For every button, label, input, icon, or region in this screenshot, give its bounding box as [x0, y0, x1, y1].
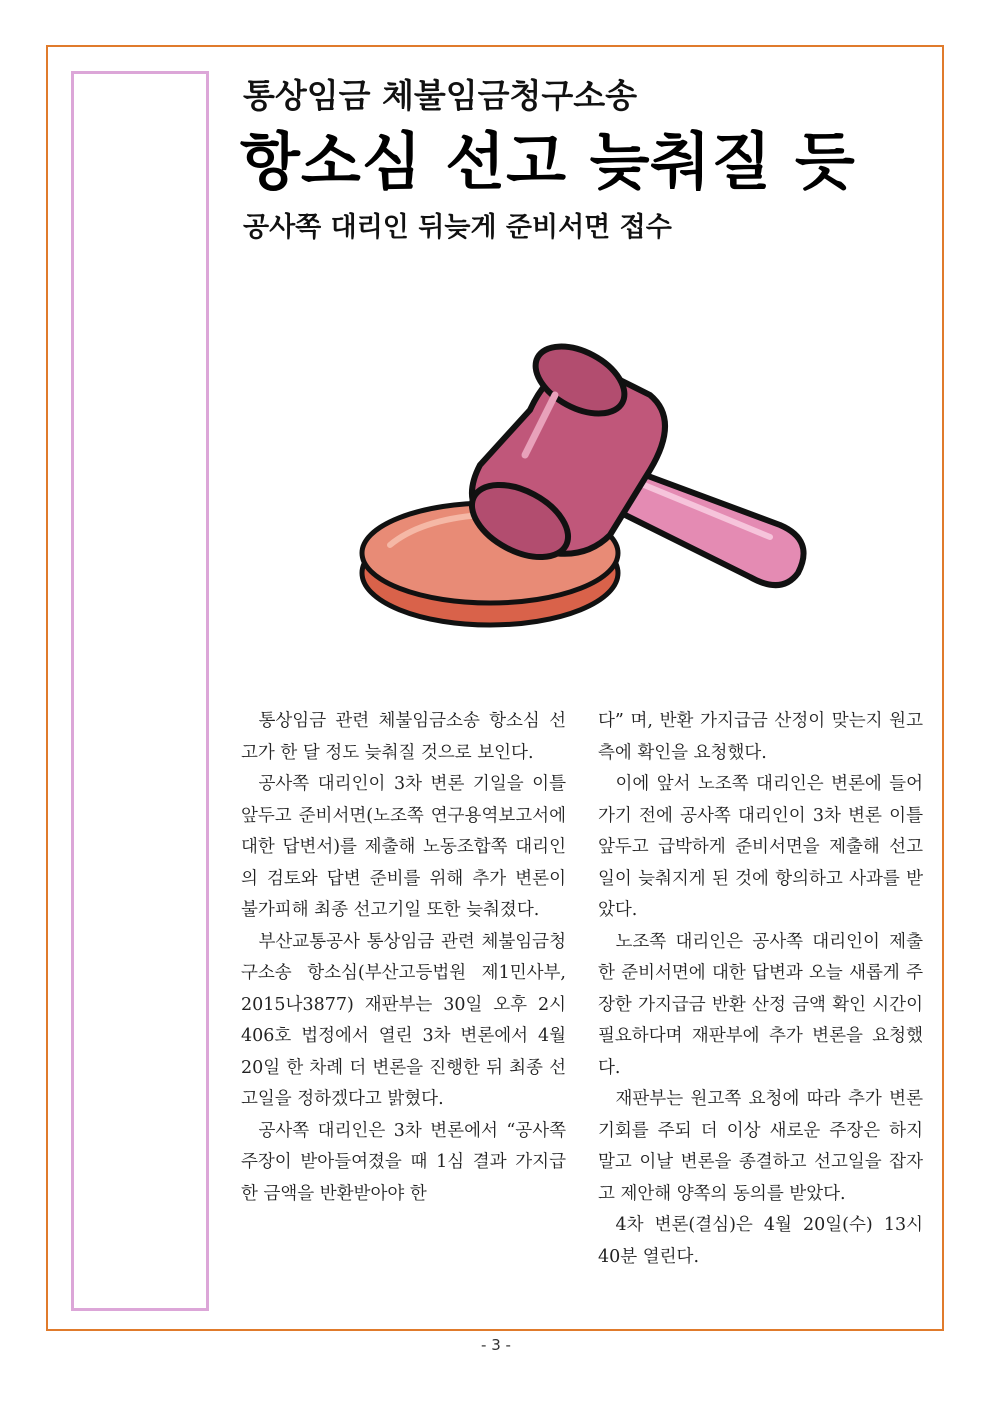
article-body-left-column: [241, 706, 566, 1210]
body-paragraph: 노조쪽 대리인은 공사쪽 대리인이 제출한 준비서면에 대한 답변과 오늘 새롭게 주장한 가지급금 반환 산정 금액 확인 시간이 필요하다며 재판부에 추가 변론을 요청했다.: [598, 931, 923, 1078]
body-paragraph: 4차 변론(결심)은 4월 20일(수) 13시 40분 열린다.: [598, 1215, 923, 1267]
article-kicker: 통상임금 체불임금청구소송: [243, 76, 638, 115]
body-paragraph: 이에 앞서 노조쪽 대리인은 변론에 들어가기 전에 공사쪽 대리인이 3차 변론 이틀 앞두고 급박하게 준비서면을 제출해 선고일이 늦춰지게 된 것에 항의하고 사과를 받았다.: [598, 774, 923, 920]
article-body-right-column: [598, 706, 923, 1273]
body-paragraph: 재판부는 원고쪽 요청에 따라 추가 변론 기회를 주되 더 이상 새로운 주장은 하지 말고 이날 변론을 종결하고 선고일을 잡자고 제안해 양쪽의 동의를 받았다.: [598, 1089, 923, 1204]
body-paragraph: 통상임금 관련 체불임금소송 항소심 선고가 한 달 정도 늦춰질 것으로 보인다.: [241, 711, 566, 763]
body-paragraph-continued: 다” 며, 반환 가지급금 산정이 맞는지 원고측에 확인을 요청했다.: [598, 711, 923, 763]
article-subhead: 공사쪽 대리인 뒤늦게 준비서면 접수: [243, 212, 672, 243]
article-headline: 항소심 선고 늦춰질 듯: [240, 125, 856, 198]
body-paragraph: 공사쪽 대리인이 3차 변론 기일을 이틀 앞두고 준비서면(노조쪽 연구용역보고서에 대한 답변서)를 제출해 노동조합쪽 대리인의 검토와 답변 준비를 위해 추가 변론이 불가피해 최종 선고기일 또한 늦춰졌다.: [241, 774, 566, 920]
gavel-illustration: [350, 325, 820, 640]
gavel-icon: [350, 325, 820, 640]
sidebar-box: [71, 71, 209, 1311]
body-paragraph: 공사쪽 대리인은 3차 변론에서 “공사쪽 주장이 받아들여졌을 때 1심 결과 가지급한 금액을 반환받아야 한: [241, 1120, 566, 1204]
body-paragraph: 부산교통공사 통상임금 관련 체불임금청구소송 항소심(부산고등법원 제1민사부, 2015나3877) 재판부는 30일 오후 2시 406호 법정에서 열린 3차 변론에서 4월 20일 한 차례 더 변론을 진행한 뒤 최종 선고일을 정하겠다고 밝혔다.: [241, 931, 566, 1109]
page-number: - 3 -: [481, 1336, 511, 1354]
